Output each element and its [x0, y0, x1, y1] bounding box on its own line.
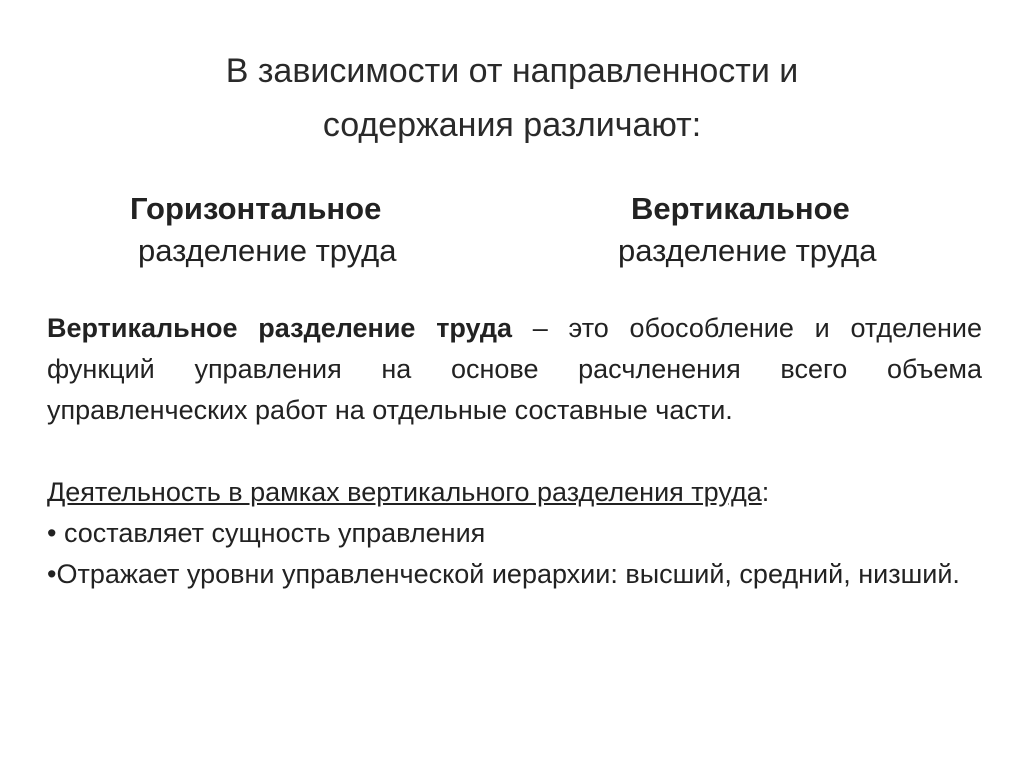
- division-types: [0, 188, 1024, 288]
- activity-heading-colon: :: [761, 477, 770, 507]
- activity-heading: Деятельность в рамках вертикального разделения труда: [47, 477, 762, 507]
- horizontal-division-subtitle: разделение труда: [138, 233, 397, 268]
- definition-term: Вертикальное разделение труда: [47, 313, 513, 343]
- horizontal-division: [130, 188, 396, 272]
- bullet-item-2: •Отражает уровни управленческой иерархии: высший, средний, низший.: [47, 559, 960, 589]
- definition-text: – это обособление и отделение функций управления на основе расчленения всего объема управленческих работ на отдельные составные части.: [47, 313, 982, 425]
- vertical-division-subtitle: разделение труда: [618, 233, 877, 268]
- slide-title: [90, 44, 934, 152]
- activity-section: [47, 472, 982, 595]
- vertical-division-name: Вертикальное: [631, 191, 850, 226]
- title-line-1: В зависимости от направленности и: [225, 52, 799, 90]
- vertical-division: [618, 188, 876, 272]
- title-line-2: содержания различают:: [322, 106, 702, 144]
- activity-heading-line: [47, 472, 982, 513]
- bullet-item-1: • составляет сущность управления: [47, 518, 486, 548]
- vertical-division-definition: [47, 308, 982, 431]
- horizontal-division-name: Горизонтальное: [130, 191, 382, 226]
